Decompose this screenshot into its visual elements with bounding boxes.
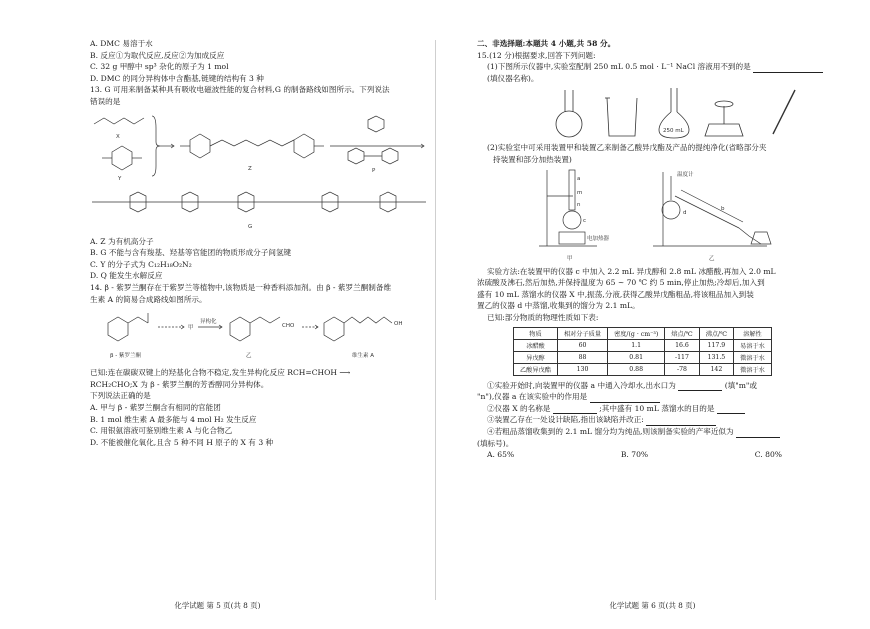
table-cell: -117 xyxy=(665,351,699,363)
structure-q xyxy=(368,116,384,132)
table-cell: 异戊醇 xyxy=(514,351,558,363)
structure-p xyxy=(348,148,398,164)
q14-known-2: RCH₂CHO;X 为 β - 紫罗兰酮的芳香醇同分异构体。 xyxy=(90,379,269,389)
answer-blank-4[interactable] xyxy=(553,405,597,414)
sub2-text-2: ;其中盛有 10 mL 蒸馏水的目的是 xyxy=(599,403,715,413)
table-header-row xyxy=(514,327,772,339)
q15-intro: 15.(12 分)根据要求,回答下列问题: xyxy=(477,50,596,60)
sub-question-4 xyxy=(477,426,842,438)
label-y: Y xyxy=(118,175,122,182)
answer-blank-3[interactable] xyxy=(590,394,660,403)
q13-option-d: D. Q 能发生水解反应 xyxy=(90,271,163,281)
apparatus-jia xyxy=(539,170,597,246)
structure-y xyxy=(102,146,142,170)
table-intro: 已知:部分物质的物理性质如下表: xyxy=(487,312,599,322)
table-cell: -78 xyxy=(665,363,699,375)
table-cell: 0.81 xyxy=(608,351,665,363)
label-g: G xyxy=(248,223,253,230)
answer-blank-5[interactable] xyxy=(717,405,745,414)
q12-option-c: C. 32 g 甲醇中 sp³ 杂化的原子为 1 mol xyxy=(90,62,229,72)
q14-option-d: D. 不能被催化氧化,且含 5 种不同 H 原子的 X 有 3 种 xyxy=(90,437,274,447)
col-boiling-point: 沸点/℃ xyxy=(699,327,733,339)
q14-stem-1: 14. β - 紫罗兰酮存在于紫罗兰等植物中,该物质是一种香料添加剂。由 β - 紫罗兰酮制备维 xyxy=(90,282,392,292)
beaker-icon xyxy=(605,98,637,136)
label-cho: CHO xyxy=(282,323,295,330)
right-page xyxy=(435,0,870,629)
sub4-text: ④若粗品蒸馏收集到的 2.1 mL 馏分均为纯品,则该制备实验的产率近似为 xyxy=(487,426,734,436)
label-beta-ionone: β - 紫罗兰酮 xyxy=(110,353,141,360)
table-row xyxy=(514,363,772,375)
col-solubility: 溶解性 xyxy=(734,327,772,339)
sub1-text-2: (填"m"或 xyxy=(724,380,758,390)
label-vitamin-a: 维生素 A xyxy=(352,353,375,360)
sub-question-1 xyxy=(477,380,842,392)
sub1-text-3: "n"),仪器 a 在该实验中的作用是 xyxy=(477,392,588,402)
q14-stem-2: 生素 A 的简易合成路线如图所示。 xyxy=(90,294,207,304)
method-line-2: 浓硫酸及沸石,然后加热,并保持温度为 65 ~ 70 ℃ 约 5 min,停止加热;冷却后,加入到 xyxy=(477,278,765,288)
structure-z xyxy=(180,134,324,158)
table-row xyxy=(514,339,772,351)
table-cell: 冰醋酸 xyxy=(514,339,558,351)
structure-yi xyxy=(230,317,280,341)
table-cell: 微溶于水 xyxy=(734,363,772,375)
label-c: c xyxy=(583,217,587,224)
arrow-to-jia xyxy=(158,325,184,329)
answer-blank-2[interactable] xyxy=(678,382,722,391)
q14-option-b: B. 1 mol 维生素 A 最多能与 4 mol H₂ 发生反应 xyxy=(90,414,257,424)
choice-a[interactable]: A. 65% xyxy=(487,450,515,460)
table-cell: 易溶于水 xyxy=(734,339,772,351)
caption-jia: 甲 xyxy=(567,255,573,262)
q12-option-d: D. DMC 的同分异构体中含酯基,链键的结构有 3 种 xyxy=(90,73,264,83)
table-cell: 0.88 xyxy=(608,363,665,375)
label-d: d xyxy=(683,209,687,216)
col-density: 密度/(g · cm⁻³) xyxy=(608,327,665,339)
glass-rod-icon xyxy=(773,90,795,134)
table-cell: 117.9 xyxy=(699,339,733,351)
q13-stem-2: 错误的是 xyxy=(90,96,121,106)
sub1-text: ①实验开始时,向装置甲的仪器 a 中通入冷却水,出水口为 xyxy=(487,380,676,390)
col-substance: 物质 xyxy=(514,327,558,339)
method-line-4: 置乙的仪器 d 中蒸馏,收集到的馏分为 2.1 mL。 xyxy=(477,301,640,311)
caption-yi: 乙 xyxy=(709,255,715,262)
q14-known-1: 已知:连在碳碳双键上的羟基化合物不稳定,发生异构化反应 RCH=CHOH ⟶ xyxy=(90,368,351,378)
col-melting-point: 熔点/℃ xyxy=(665,327,699,339)
col-molar-mass: 相对分子质量 xyxy=(557,327,607,339)
q14-ask: 下列说法正确的是 xyxy=(90,391,151,401)
structure-vitamin-a xyxy=(324,317,392,341)
label-yi: 乙 xyxy=(246,353,252,360)
arrow-isomerize xyxy=(198,325,222,329)
sub-question-2 xyxy=(477,403,842,415)
q14-option-a: A. 甲与 β - 紫罗兰酮含有相同的官能团 xyxy=(90,402,221,412)
answer-blank-1[interactable] xyxy=(753,64,823,73)
label-x: X xyxy=(116,133,120,140)
table-cell: 131.5 xyxy=(699,351,733,363)
choice-c[interactable]: C. 80% xyxy=(754,450,782,460)
table-cell: 88 xyxy=(557,351,607,363)
arrow-to-vitamin-a xyxy=(302,325,318,329)
balance-icon xyxy=(705,101,743,136)
right-footer: 化学试题 第 6 页(共 8 页) xyxy=(609,601,696,610)
table-cell: 130 xyxy=(557,363,607,375)
q15-part2-line1: (2)实验室中可采用装置甲和装置乙来制备乙酸异戊酯及产品的提纯净化(省略部分夹 xyxy=(487,143,767,153)
structure-beta-ionone xyxy=(108,313,148,341)
q15-part1-line1 xyxy=(477,61,842,73)
choice-b[interactable]: B. 70% xyxy=(620,450,649,460)
left-footer: 化学试题 第 5 页(共 8 页) xyxy=(174,601,261,610)
flask-volume-label: 250 mL xyxy=(663,128,684,135)
sub-question-4-cont: (填标号)。 xyxy=(477,438,514,448)
label-p: P xyxy=(372,167,376,174)
table-cell: 16.6 xyxy=(665,339,699,351)
q12-option-a: A. DMC 易溶于水 xyxy=(90,39,153,48)
table-cell: 142 xyxy=(699,363,733,375)
label-b: b xyxy=(721,205,725,212)
sub3-text: ③装置乙存在一处设计缺陷,指出该缺陷并改正: xyxy=(487,415,644,425)
sub-question-3 xyxy=(477,414,842,426)
section-title: 二、非选择题:本题共 4 小题,共 58 分。 xyxy=(477,39,616,48)
sub-question-1-cont xyxy=(477,391,842,403)
label-oh: OH xyxy=(394,321,403,328)
label-z: Z xyxy=(248,165,252,172)
label-jia: 甲 xyxy=(188,325,194,332)
instrument-row xyxy=(477,84,842,142)
reaction-arrow-1 xyxy=(152,116,174,176)
answer-blank-6[interactable] xyxy=(646,417,716,426)
label-n: n xyxy=(577,201,581,208)
q14-option-c: C. 用银氨溶液可鉴别维生素 A 与化合物乙 xyxy=(90,426,233,436)
choice-row xyxy=(477,449,842,461)
label-isomerization: 异构化 xyxy=(200,319,217,326)
label-a: a xyxy=(577,175,581,182)
q13-option-a: A. Z 为有机高分子 xyxy=(90,236,154,246)
apparatus-yi xyxy=(653,172,771,246)
thermometer-label: 温度计 xyxy=(677,171,694,178)
q15-part2-line2: 持装置和部分加热装置) xyxy=(493,154,572,164)
table-row xyxy=(514,351,772,363)
table-cell: 60 xyxy=(557,339,607,351)
round-bottom-flask-icon xyxy=(556,90,582,137)
table-cell: 1.1 xyxy=(608,339,665,351)
table-cell: 乙酸异戊酯 xyxy=(514,363,558,375)
reaction-arrow-2 xyxy=(330,144,424,148)
apparatus-diagram xyxy=(477,166,842,266)
method-line-1: 实验方法:在装置甲的仪器 c 中加入 2.2 mL 异戊醇和 2.8 mL 冰醋酸,再加入 2.0 mL xyxy=(487,266,776,276)
answer-blank-7[interactable] xyxy=(736,429,780,438)
heater-label: 电加热器 xyxy=(587,235,610,242)
q12-option-b: B. 反应①为取代反应,反应②为加成反应 xyxy=(90,50,225,60)
label-m: m xyxy=(577,189,583,196)
q13-option-b: B. G 不能与含有羧基、羟基等官能团的物质形成分子间氢键 xyxy=(90,248,292,258)
q13-synthesis-scheme xyxy=(90,108,419,236)
q13-stem-1: 13. G 可用来制备某种具有吸收电磁波性能的复合材料,G 的制备路线如图所示。下列说法 xyxy=(90,85,390,95)
q13-option-c: C. Y 的分子式为 C₁₂H₁₈O₂N₂ xyxy=(90,259,192,269)
method-line-3: 盛有 10 mL 蒸馏水的仪器 X 中,振荡,分液,获得乙酸异戊酯粗品,将该粗品加入到装 xyxy=(477,289,754,299)
sub2-text: ②仪器 X 的名称是 xyxy=(487,403,551,413)
structure-x xyxy=(94,118,144,124)
structure-g xyxy=(92,192,426,212)
q15-part1-line2: (填仪器名称)。 xyxy=(487,73,539,83)
table-cell: 微溶于水 xyxy=(734,351,772,363)
q14-synthesis-route xyxy=(90,305,419,367)
properties-table xyxy=(513,327,772,376)
q15-part1-text: (1)下图所示仪器中,实验室配制 250 mL 0.5 mol · L⁻¹ NaCl 溶液用不到的是 xyxy=(487,62,751,72)
